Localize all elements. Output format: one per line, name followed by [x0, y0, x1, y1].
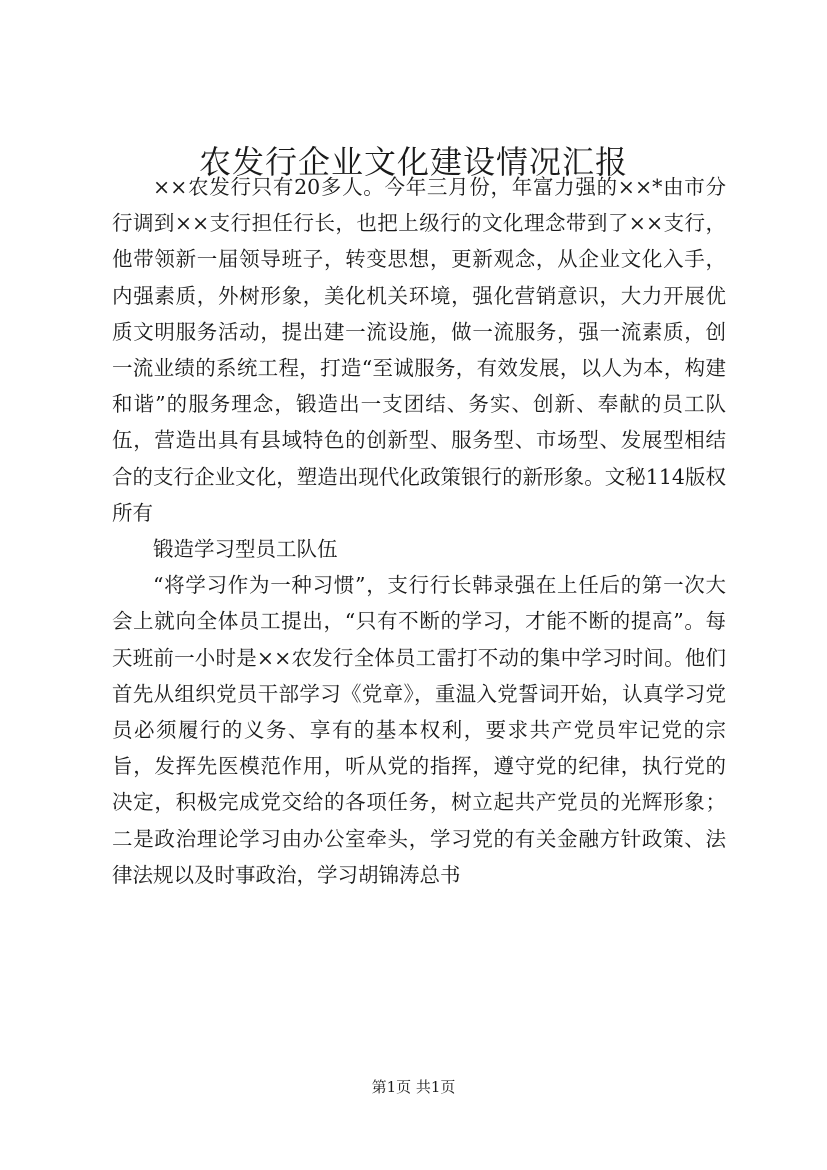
paragraph-intro: ××农发行只有20多人。今年三月份，年富力强的××*由市分行调到××支行担任行长，也把上级行的文化理念带到了××支行，他带领新一届领导班子，转变思想，更新观念，从企业文化入手，内强素质，外树形象，美化机关环境，强化营销意识，大力开展优质文明服务活动，提出建一流设施，做一流服务，强一流素质，创一流业绩的系统工程，打造“至诚服务，有效发展，以人为本，构建和谐”的服务理念，锻造出一支团结、务实、创新、奉献的员工队伍，营造出具有县域特色的创新型、服务型、市场型、发展型相结合的支行企业文化，塑造出现代化政策银行的新形象。文秘114版权所有	[112, 175, 726, 525]
document-body	[112, 169, 726, 893]
page-number-footer: 第1页 共1页	[371, 1078, 456, 1096]
section-heading: 锻造学习型员工队伍	[153, 537, 338, 562]
paragraph-learning: “将学习作为一种习惯”，支行行长韩录强在上任后的第一次大会上就向全体员工提出，“只有不断的学习，才能不断的提高”。每天班前一小时是××农发行全体员工雷打不动的集中学习时间。他们首先从组织党员干部学习《党章》，重温入党誓词开始，认真学习党员必须履行的义务、享有的基本权利，要求共产党员牢记党的宗旨，发挥先医模范作用，听从党的指挥，遵守党的纪律，执行党的决定，积极完成党交给的各项任务，树立起共产党员的光辉形象；二是政治理论学习由办公室牵头，学习党的有关金融方针政策、法律法规以及时事政治，学习胡锦涛总书	[112, 573, 726, 887]
document-title: 农发行企业文化建设情况汇报	[198, 143, 628, 181]
